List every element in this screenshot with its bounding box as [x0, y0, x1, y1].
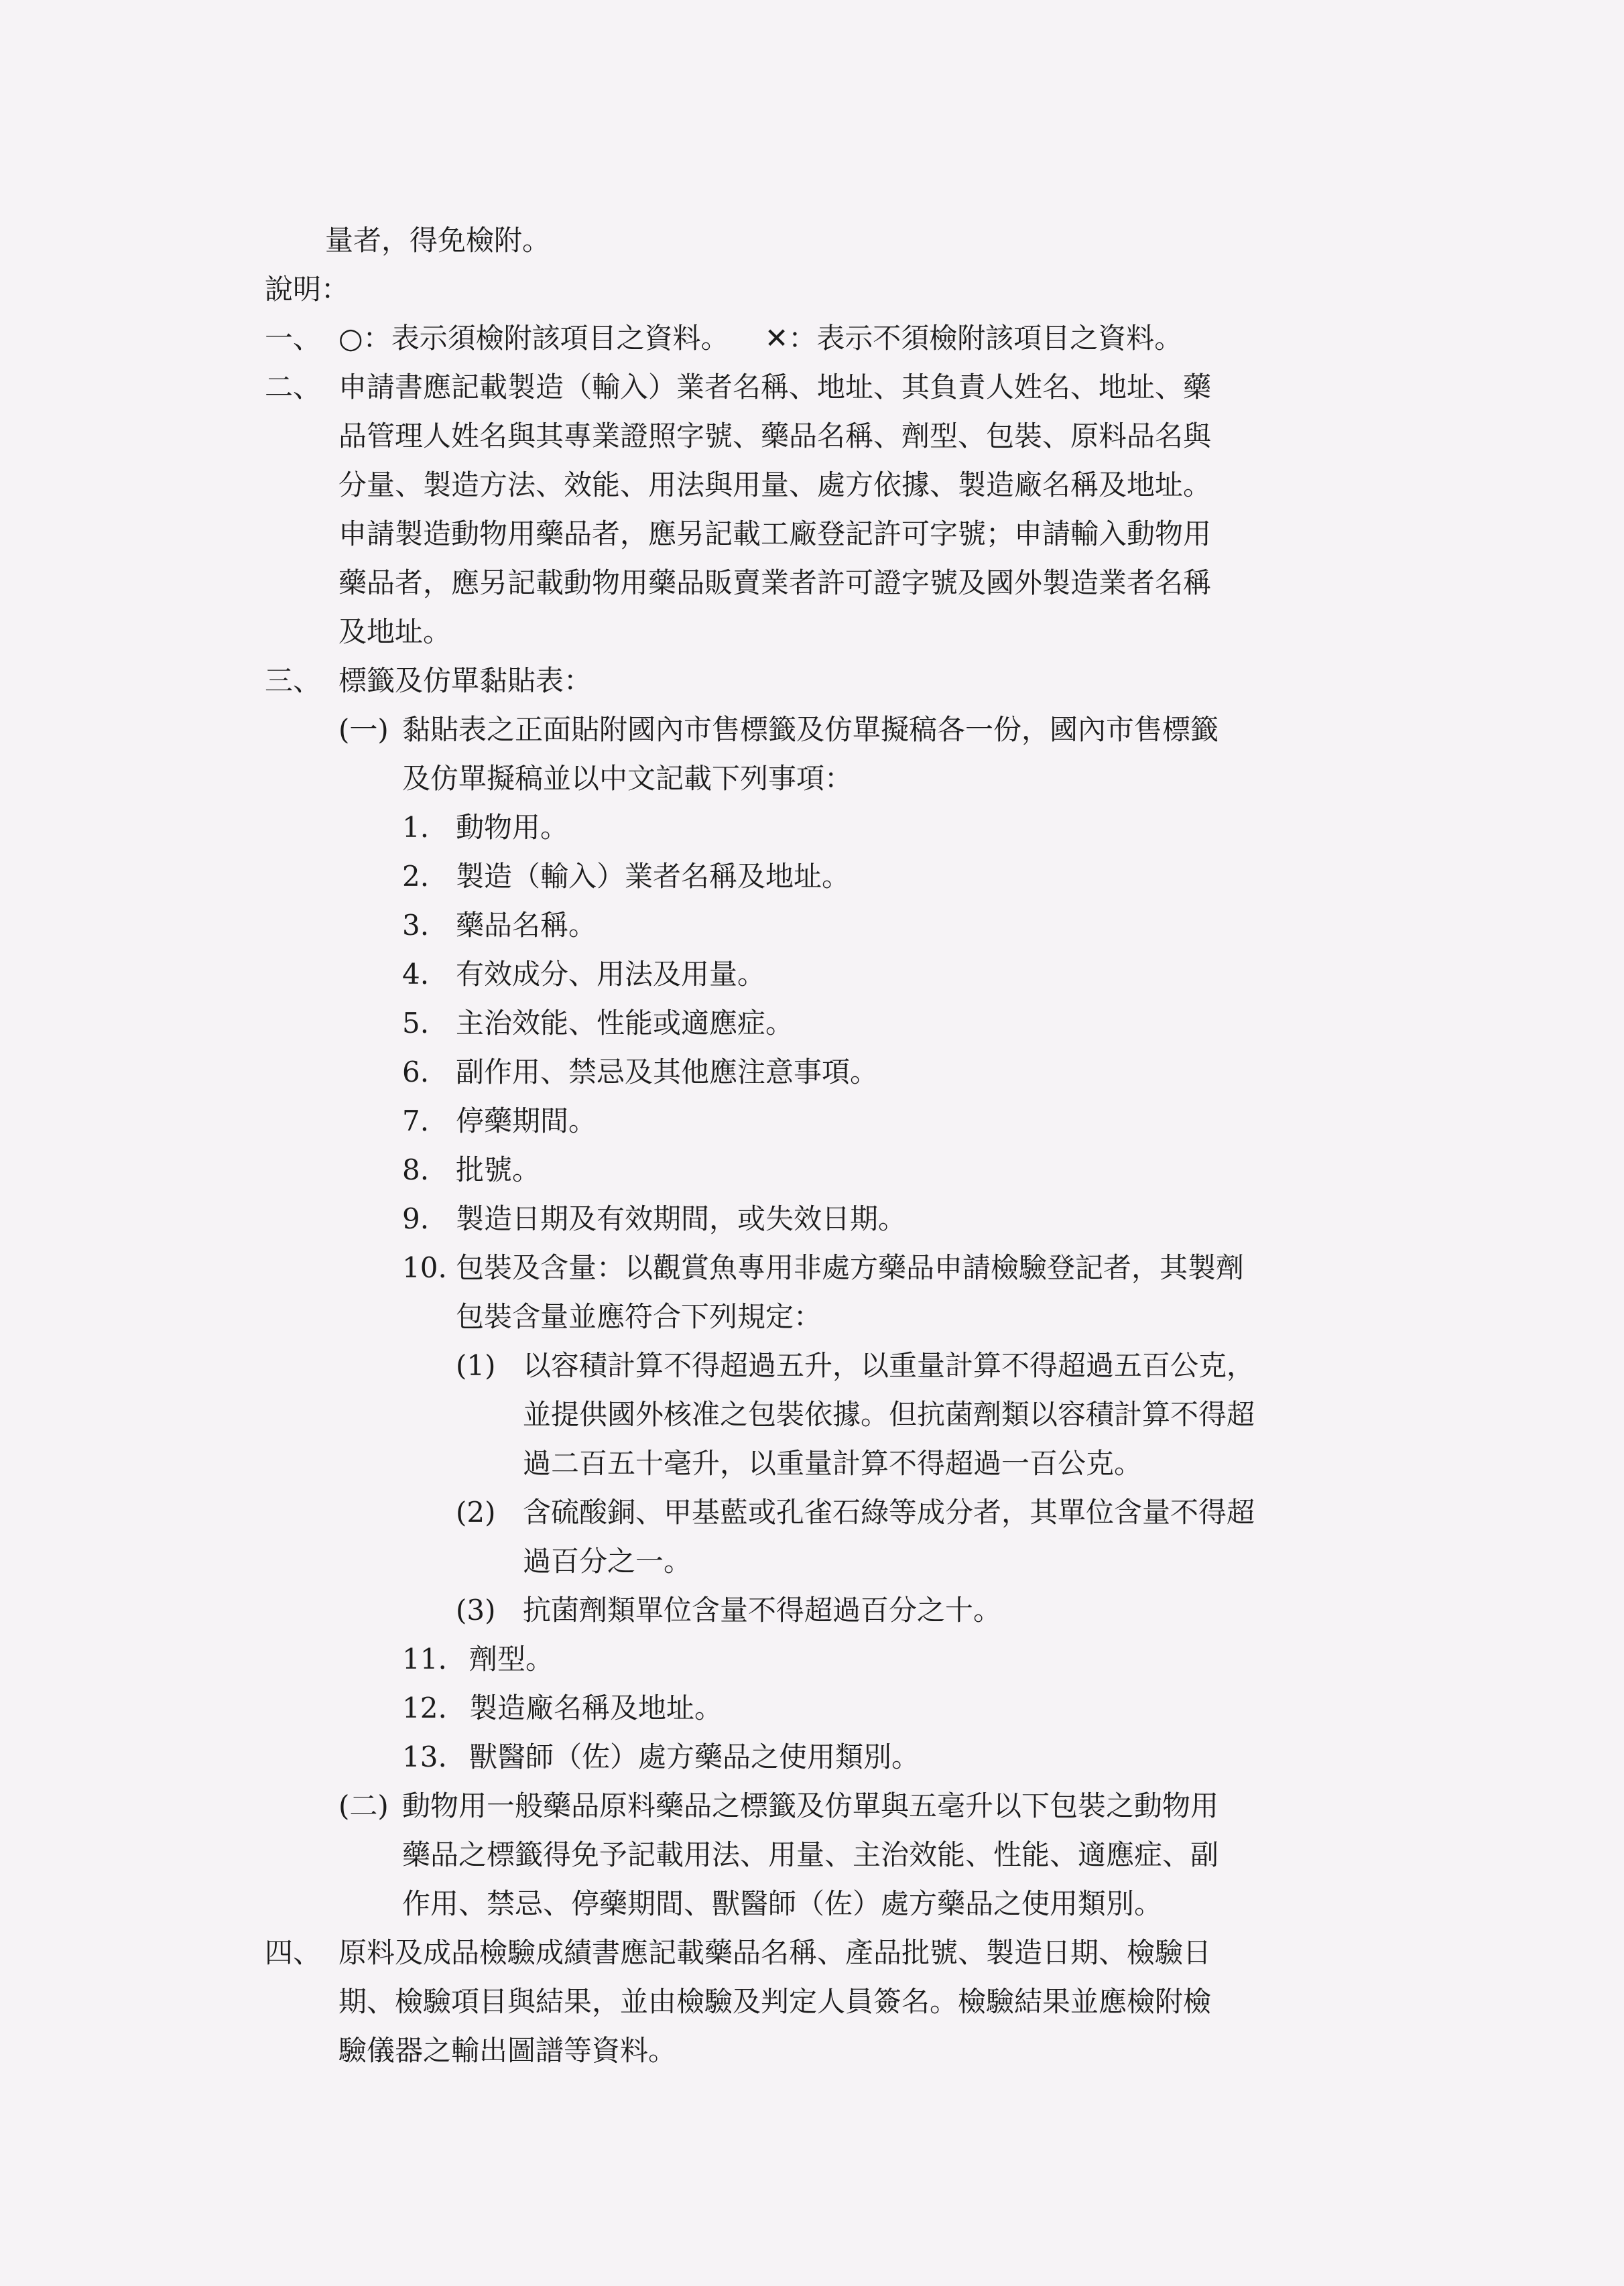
- circle-legend: ：表示須檢附該項目之資料。: [363, 322, 729, 355]
- cross-legend: ：表示不須檢附該項目之資料。: [788, 322, 1183, 355]
- list-item: 11. 劑型。: [402, 1643, 554, 1675]
- item3-title: 標籤及仿單黏貼表：: [338, 664, 592, 697]
- circle-icon: ○: [338, 322, 363, 355]
- list-item: 2. 製造（輸入）業者名稱及地址。: [402, 860, 851, 893]
- sub1-line: 黏貼表之正面貼附國內市售標籤及仿單擬稿各一份，國內市售標籤: [402, 713, 1219, 746]
- list-item: 3. 藥品名稱。: [402, 909, 597, 942]
- item2-number: 二、: [265, 371, 322, 403]
- list-item-10-line: 包裝含量並應符合下列規定：: [456, 1300, 822, 1333]
- sub-sub-item: (2) 含硫酸銅、甲基藍或孔雀石綠等成分者，其單位含量不得超: [456, 1496, 1255, 1529]
- intro-tail: 量者，得免檢附。: [325, 224, 551, 257]
- item4-line: 期、檢驗項目與結果，並由檢驗及判定人員簽名。檢驗結果並應檢附檢: [338, 1985, 1212, 2018]
- item2-line: 品管理人姓名與其專業證照字號、藥品名稱、劑型、包裝、原料品名與: [338, 420, 1212, 452]
- item2-line: 藥品者，應另記載動物用藥品販賣業者許可證字號及國外製造業者名稱: [338, 566, 1212, 599]
- item4-number: 四、: [265, 1936, 322, 1969]
- sub2-line: 藥品之標籤得免予記載用法、用量、主治效能、性能、適應症、副: [402, 1838, 1219, 1871]
- item3-number: 三、: [265, 664, 322, 697]
- list-item-10: 10. 包裝及含量：以觀賞魚專用非處方藥品申請檢驗登記者，其製劑: [402, 1251, 1245, 1284]
- list-item: 13. 獸醫師（佐）處方藥品之使用類別。: [402, 1740, 920, 1773]
- sub-sub-item: (3) 抗菌劑類單位含量不得超過百分之十。: [456, 1594, 1002, 1627]
- list-item: 8. 批號。: [402, 1153, 541, 1186]
- sub2-number: (二): [338, 1789, 389, 1822]
- item4-line: 驗儀器之輸出圖譜等資料。: [338, 2034, 677, 2067]
- list-item: 1. 動物用。: [402, 811, 569, 844]
- item2-line: 分量、製造方法、效能、用法與用量、處方依據、製造廠名稱及地址。: [338, 468, 1212, 501]
- list-item: 4. 有效成分、用法及用量。: [402, 958, 766, 991]
- item2-line: 申請製造動物用藥品者，應另記載工廠登記許可字號；申請輸入動物用: [338, 517, 1212, 550]
- item1-line: [338, 324, 1182, 353]
- list-item: 12. 製造廠名稱及地址。: [402, 1692, 723, 1724]
- sub1-number: (一): [338, 713, 389, 746]
- list-item: 9. 製造日期及有效期間，或失效日期。: [402, 1202, 907, 1235]
- sub2-line: 作用、禁忌、停藥期間、獸醫師（佐）處方藥品之使用類別。: [402, 1887, 1163, 1920]
- list-item: 7. 停藥期間。: [402, 1104, 597, 1137]
- item2-line: 申請書應記載製造（輸入）業者名稱、地址、其負責人姓名、地址、藥: [338, 371, 1212, 403]
- heading: 說明：: [265, 273, 350, 306]
- item1-number: 一、: [265, 322, 322, 355]
- sub-sub-item-line: 過二百五十毫升，以重量計算不得超過一百公克。: [523, 1447, 1143, 1480]
- item2-line: 及地址。: [338, 615, 452, 648]
- cross-icon: ✕: [765, 322, 789, 355]
- list-item: 6. 副作用、禁忌及其他應注意事項。: [402, 1056, 879, 1088]
- sub-sub-item: (1) 以容積計算不得超過五升，以重量計算不得超過五百公克，: [456, 1349, 1255, 1382]
- list-item: 5. 主治效能、性能或適應症。: [402, 1007, 794, 1039]
- sub-sub-item-line: 並提供國外核准之包裝依據。但抗菌劑類以容積計算不得超: [523, 1398, 1255, 1431]
- sub2-line: 動物用一般藥品原料藥品之標籤及仿單與五毫升以下包裝之動物用: [402, 1789, 1219, 1822]
- item4-line: 原料及成品檢驗成績書應記載藥品名稱、產品批號、製造日期、檢驗日: [338, 1936, 1212, 1969]
- sub-sub-item-line: 過百分之一。: [523, 1545, 692, 1578]
- sub1-line: 及仿單擬稿並以中文記載下列事項：: [402, 762, 853, 795]
